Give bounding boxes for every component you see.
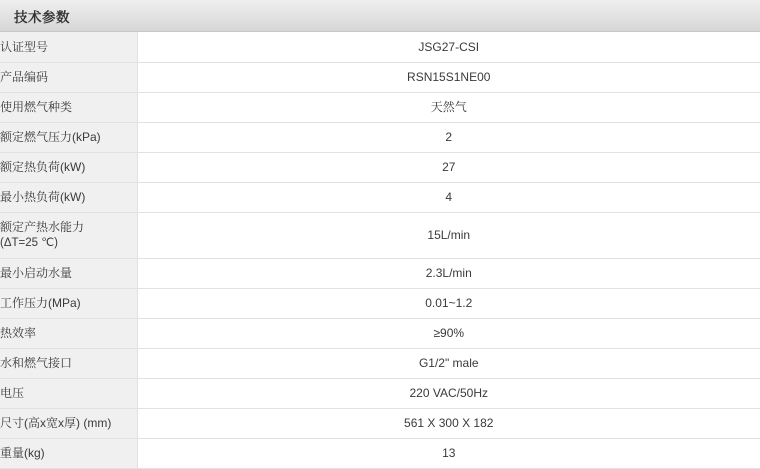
specifications-table [0,32,760,469]
row-label: 电压 [0,378,137,408]
row-value: 4 [137,182,760,212]
table-row [0,122,760,152]
table-row [0,318,760,348]
row-label: 热效率 [0,318,137,348]
table-row [0,288,760,318]
panel-header [0,0,760,32]
row-value: 15L/min [137,212,760,258]
panel-title: 技术参数 [14,9,70,25]
row-value: JSG27-CSI [137,32,760,62]
row-value: RSN15S1NE00 [137,62,760,92]
table-row [0,62,760,92]
row-label: 最小热负荷(kW) [0,182,137,212]
row-label: 最小启动水量 [0,258,137,288]
table-row [0,408,760,438]
row-value: 220 VAC/50Hz [137,378,760,408]
row-label: 产品编码 [0,62,137,92]
table-row [0,92,760,122]
row-label: 认证型号 [0,32,137,62]
table-row [0,152,760,182]
table-row [0,182,760,212]
table-row [0,438,760,468]
row-value: 13 [137,438,760,468]
row-value: ≥90% [137,318,760,348]
table-row [0,348,760,378]
row-label: 额定热负荷(kW) [0,152,137,182]
table-row [0,258,760,288]
row-label [0,212,137,258]
row-value: 561 X 300 X 182 [137,408,760,438]
row-label-line1: 额定产热水能力 [0,220,85,234]
row-label: 工作压力(MPa) [0,288,137,318]
row-value: 2 [137,122,760,152]
row-label: 水和燃气接口 [0,348,137,378]
row-label: 重量(kg) [0,438,137,468]
row-label: 额定燃气压力(kPa) [0,122,137,152]
table-row [0,32,760,62]
row-label: 使用燃气种类 [0,92,137,122]
table-row [0,212,760,258]
row-value: 27 [137,152,760,182]
row-label: 尺寸(高x宽x厚) (mm) [0,408,137,438]
specifications-table-body [0,32,760,468]
row-value: 0.01~1.2 [137,288,760,318]
row-value: 天然气 [137,92,760,122]
row-value: 2.3L/min [137,258,760,288]
row-value: G1/2" male [137,348,760,378]
row-label-line2: (ΔT=25 ℃) [0,237,58,249]
table-row [0,378,760,408]
